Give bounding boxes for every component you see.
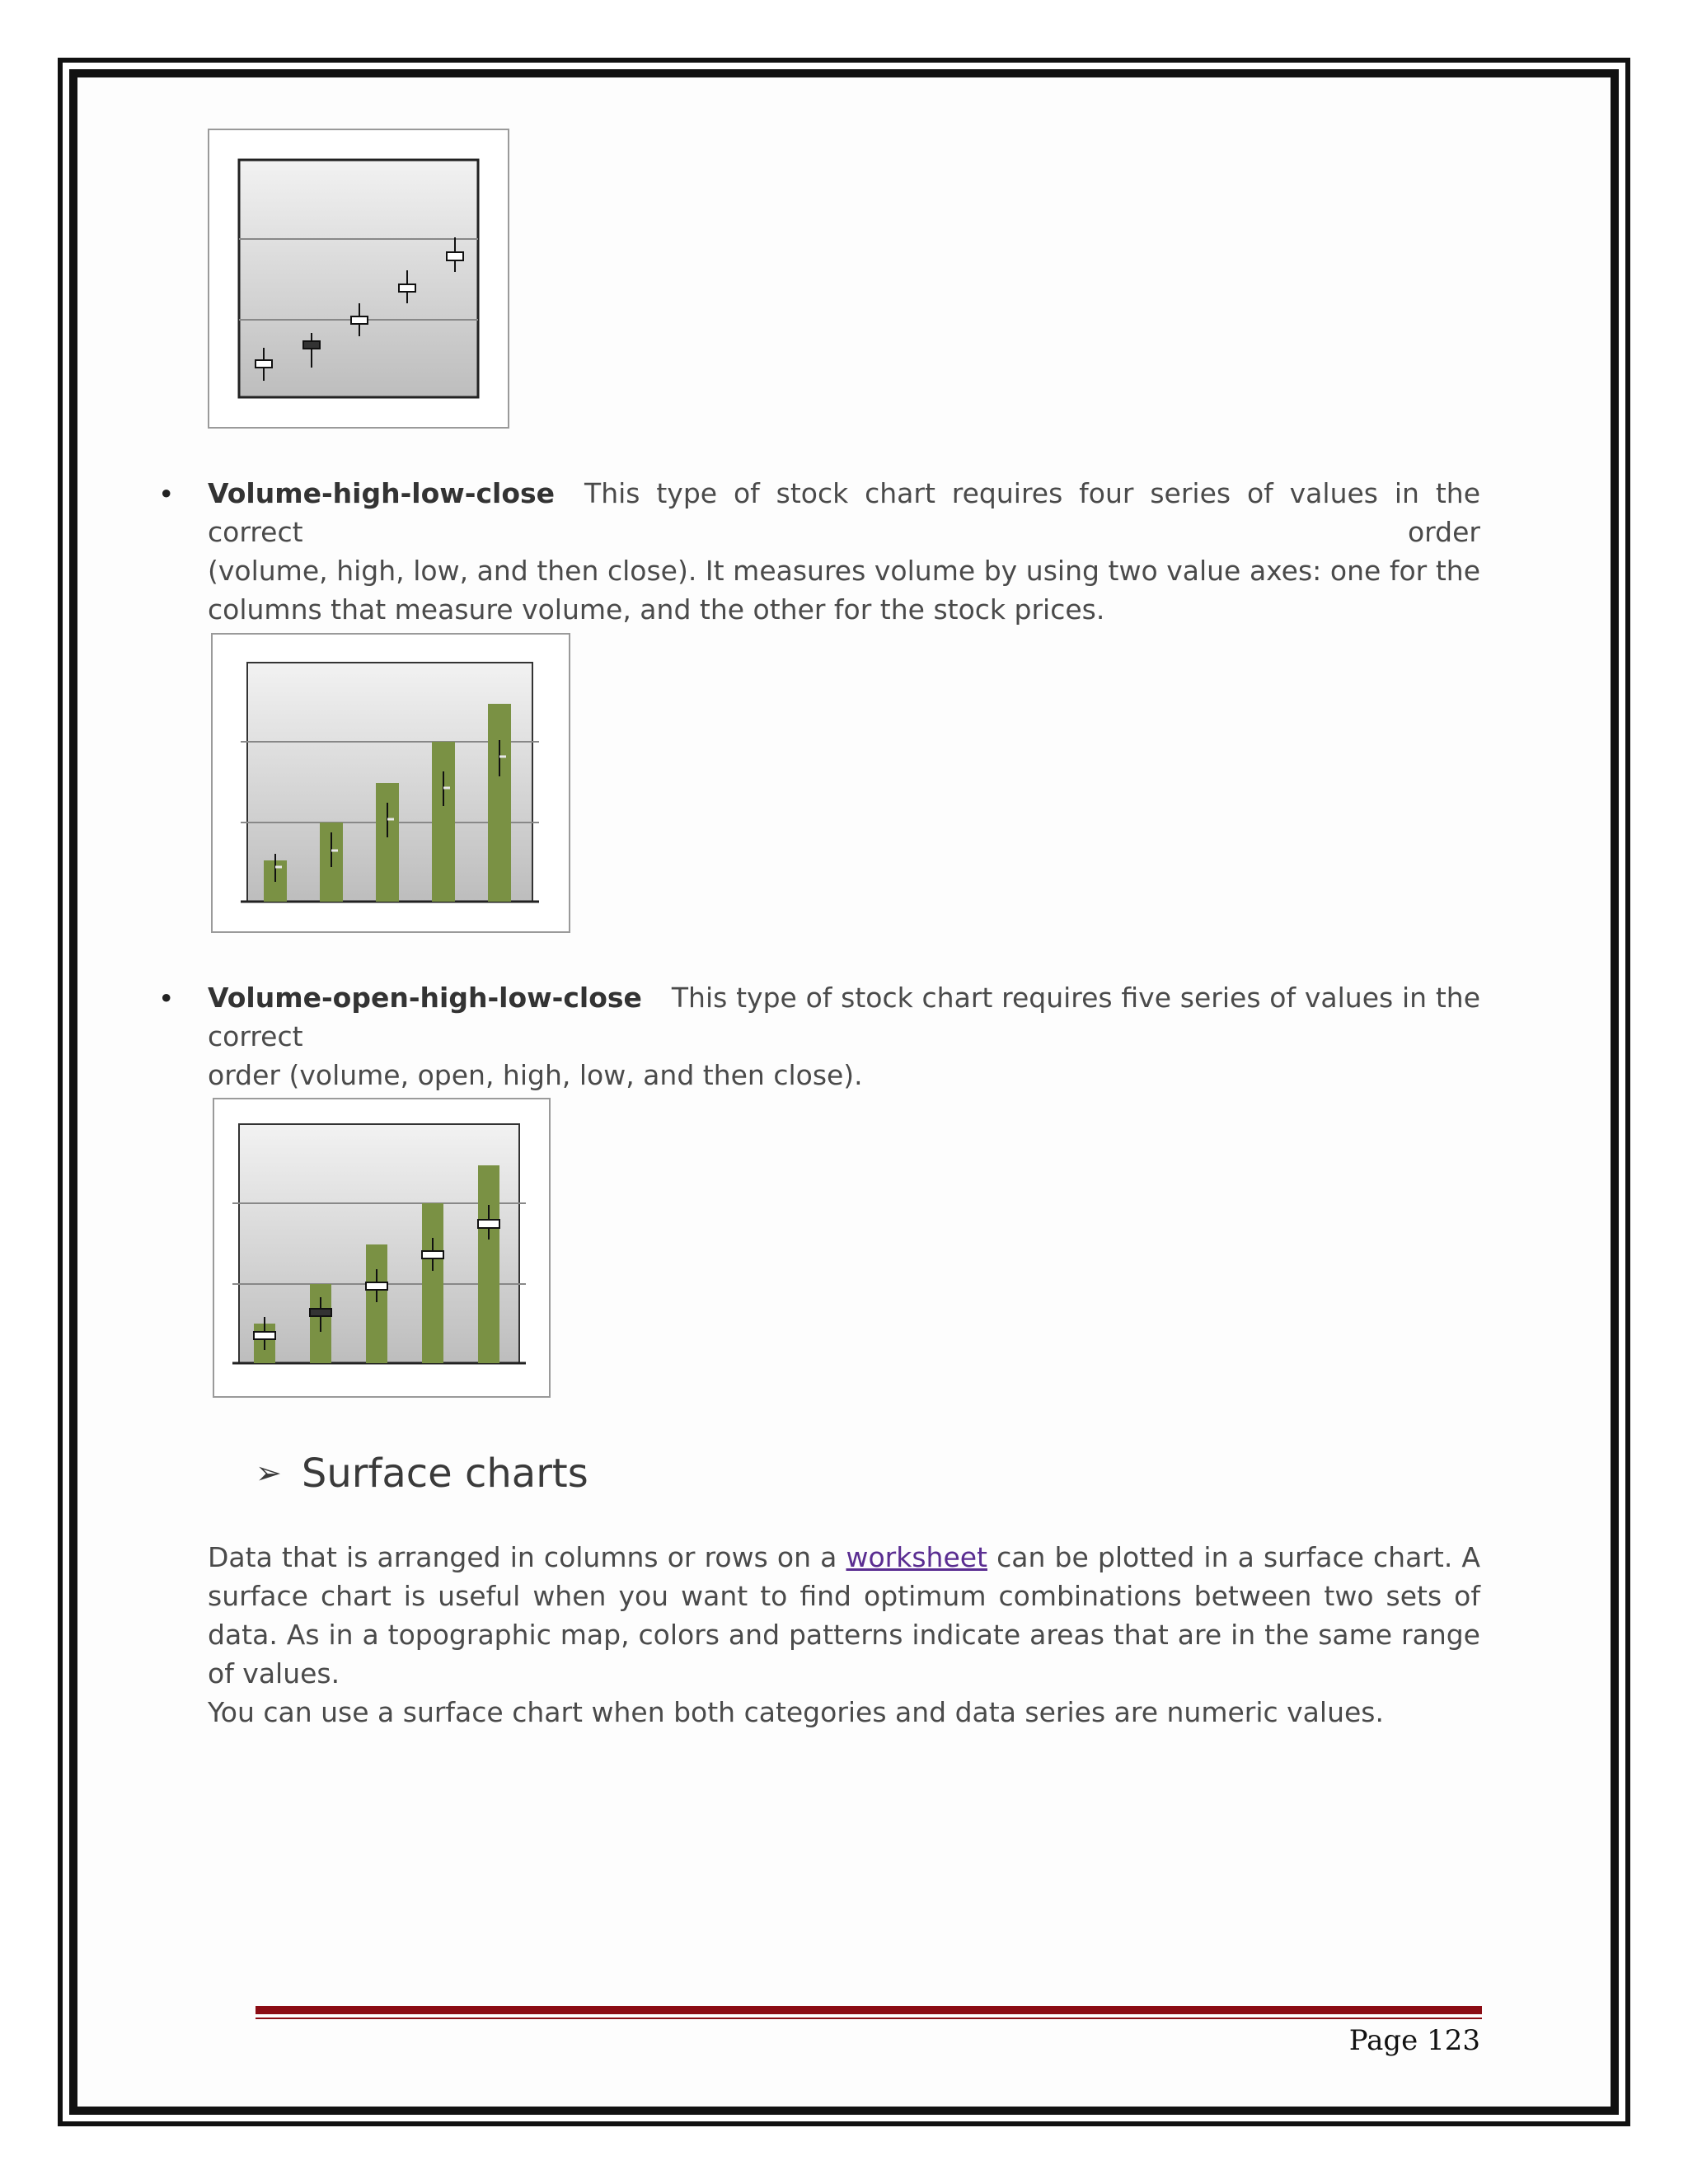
paragraph-text: can be plotted in a surface chart. A surface chart is useful when you want to find optimum combinations between two sets of data. As in a topographic map, colors and patterns indicate areas that are in the same range of values. xyxy=(208,1541,1480,1690)
volume-bar-5 xyxy=(488,704,511,902)
arrow-bullet-icon: ➢ xyxy=(256,1455,282,1491)
section-heading-text: Surface charts xyxy=(301,1451,588,1497)
volume-bar-5 xyxy=(478,1165,499,1363)
paragraph-text: Data that is arranged in columns or rows on a xyxy=(208,1541,846,1573)
volume-bar-3 xyxy=(366,1244,387,1363)
volume-open-high-low-close-chart-thumbnail xyxy=(213,1098,551,1398)
bullet-dot: • xyxy=(158,478,175,510)
bullet-term: Volume-open-high-low-close xyxy=(208,982,642,1014)
bullet-description-line: order (volume, open, high, low, and then close). xyxy=(208,1059,863,1091)
volume-bar-3 xyxy=(376,783,399,902)
bullet-description-line: This type of stock chart requires five series of values in the correct xyxy=(208,982,1480,1052)
volume-bar-4 xyxy=(432,742,455,902)
section-heading xyxy=(256,1451,588,1497)
volume-high-low-close-chart-thumbnail xyxy=(211,633,570,933)
surface-chart-paragraph-1 xyxy=(208,1538,1480,1693)
page-number: Page 123 xyxy=(1348,2024,1480,2057)
bullet-term: Volume-high-low-close xyxy=(208,477,556,509)
bullet-description-line: (volume, high, low, and then close). It measures volume by using two value axes: one for the xyxy=(208,555,1480,587)
bullet-dot: • xyxy=(158,982,175,1015)
bullet-description-line: columns that measure volume, and the other for the stock prices. xyxy=(208,593,1105,626)
volume-bar-4 xyxy=(422,1203,443,1363)
worksheet-link[interactable]: worksheet xyxy=(846,1541,987,1573)
surface-chart-paragraph-2 xyxy=(208,1693,1480,1732)
bullet-item-volume-open-high-low-close xyxy=(208,978,1480,1094)
paragraph-text: You can use a surface chart when both categories and data series are numeric values. xyxy=(208,1696,1384,1728)
open-high-low-close-chart-thumbnail xyxy=(208,129,509,429)
footer-rule-thin xyxy=(256,2018,1482,2019)
bullet-item-volume-high-low-close xyxy=(208,474,1480,629)
bullet-description-line: This type of stock chart requires four series of values in the correct order xyxy=(208,477,1480,548)
footer-rule-thick xyxy=(256,2006,1482,2014)
plot-area xyxy=(239,160,478,397)
